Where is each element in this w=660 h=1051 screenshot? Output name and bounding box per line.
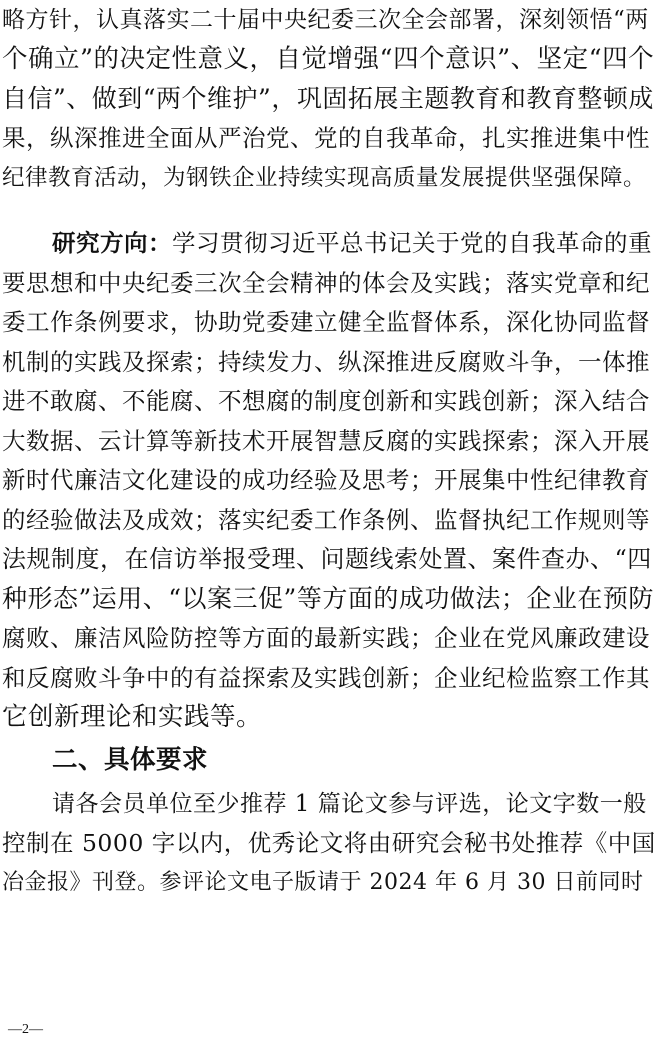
paragraph-line: 机制的实践及探索；持续发力、纵深推进反腐败斗争，一体推 — [2, 348, 650, 376]
section-heading: 二、具体要求 — [52, 745, 209, 775]
paragraph-line: 请各会员单位至少推荐 1 篇论文参与评选，论文字数一般 — [52, 791, 647, 817]
paragraph-line: 大数据、云计算等新技术开展智慧反腐的实践探索；深入开展 — [2, 427, 650, 455]
paragraph-line: 纪律教育活动，为钢铁企业持续实现高质量发展提供坚强保障。 — [2, 165, 647, 191]
paragraph-line: 种形态”运用、“以案三促”等方面的成功做法；企业在预防 — [2, 584, 654, 613]
research-label: 研究方向： — [52, 229, 172, 257]
paragraph-line: 它创新理论和实践等。 — [2, 702, 263, 732]
research-first-line-text: 学习贯彻习近平总书记关于党的自我革命的重 — [172, 229, 652, 257]
paragraph-line: 委工作条例要求，协助党委建立健全监督体系，深化协同监督 — [2, 308, 650, 336]
paragraph-line: 自信”、做到“两个维护”，巩固拓展主题教育和教育整顿成 — [2, 84, 654, 113]
paragraph-line: 冶金报》刊登。参评论文电子版请于 2024 年 6 月 30 日前同时 — [2, 870, 644, 895]
paragraph-line: 法规制度，在信访举报受理、问题线索处置、案件查办、“四 — [2, 545, 652, 573]
paragraph-line: 进不敢腐、不能腐、不想腐的制度创新和实践创新；深入结合 — [2, 387, 650, 415]
paragraph-line: 和反腐败斗争中的有益探索及实践创新；企业纪检监察工作其 — [2, 664, 650, 692]
paragraph-line: 腐败、廉洁风险防控等方面的最新实践；企业在党风廉政建设 — [2, 624, 650, 652]
page-number: —2— — [8, 1022, 43, 1037]
research-first-line — [52, 225, 656, 261]
paragraph-line: 要思想和中央纪委三次全会精神的体会及实践；落实党章和纪 — [2, 269, 650, 297]
paragraph-line: 果，纵深推进全面从严治党、党的自我革命，扎实推进集中性 — [2, 124, 650, 152]
paragraph-line: 控制在 5000 字以内，优秀论文将由研究会秘书处推荐《中国 — [2, 829, 656, 857]
paragraph-line: 新时代廉洁文化建设的成功经验及思考；开展集中性纪律教育 — [2, 466, 650, 494]
paragraph-line: 的经验做法及成效；落实纪委工作条例、监督执纪工作规则等 — [2, 506, 650, 534]
paragraph-line: 略方针，认真落实二十届中央纪委三次全会部署，深刻领悟“两 — [2, 7, 649, 33]
paragraph-line: 个确立”的决定性意义，自觉增强“四个意识”、坚定“四个 — [2, 44, 655, 74]
